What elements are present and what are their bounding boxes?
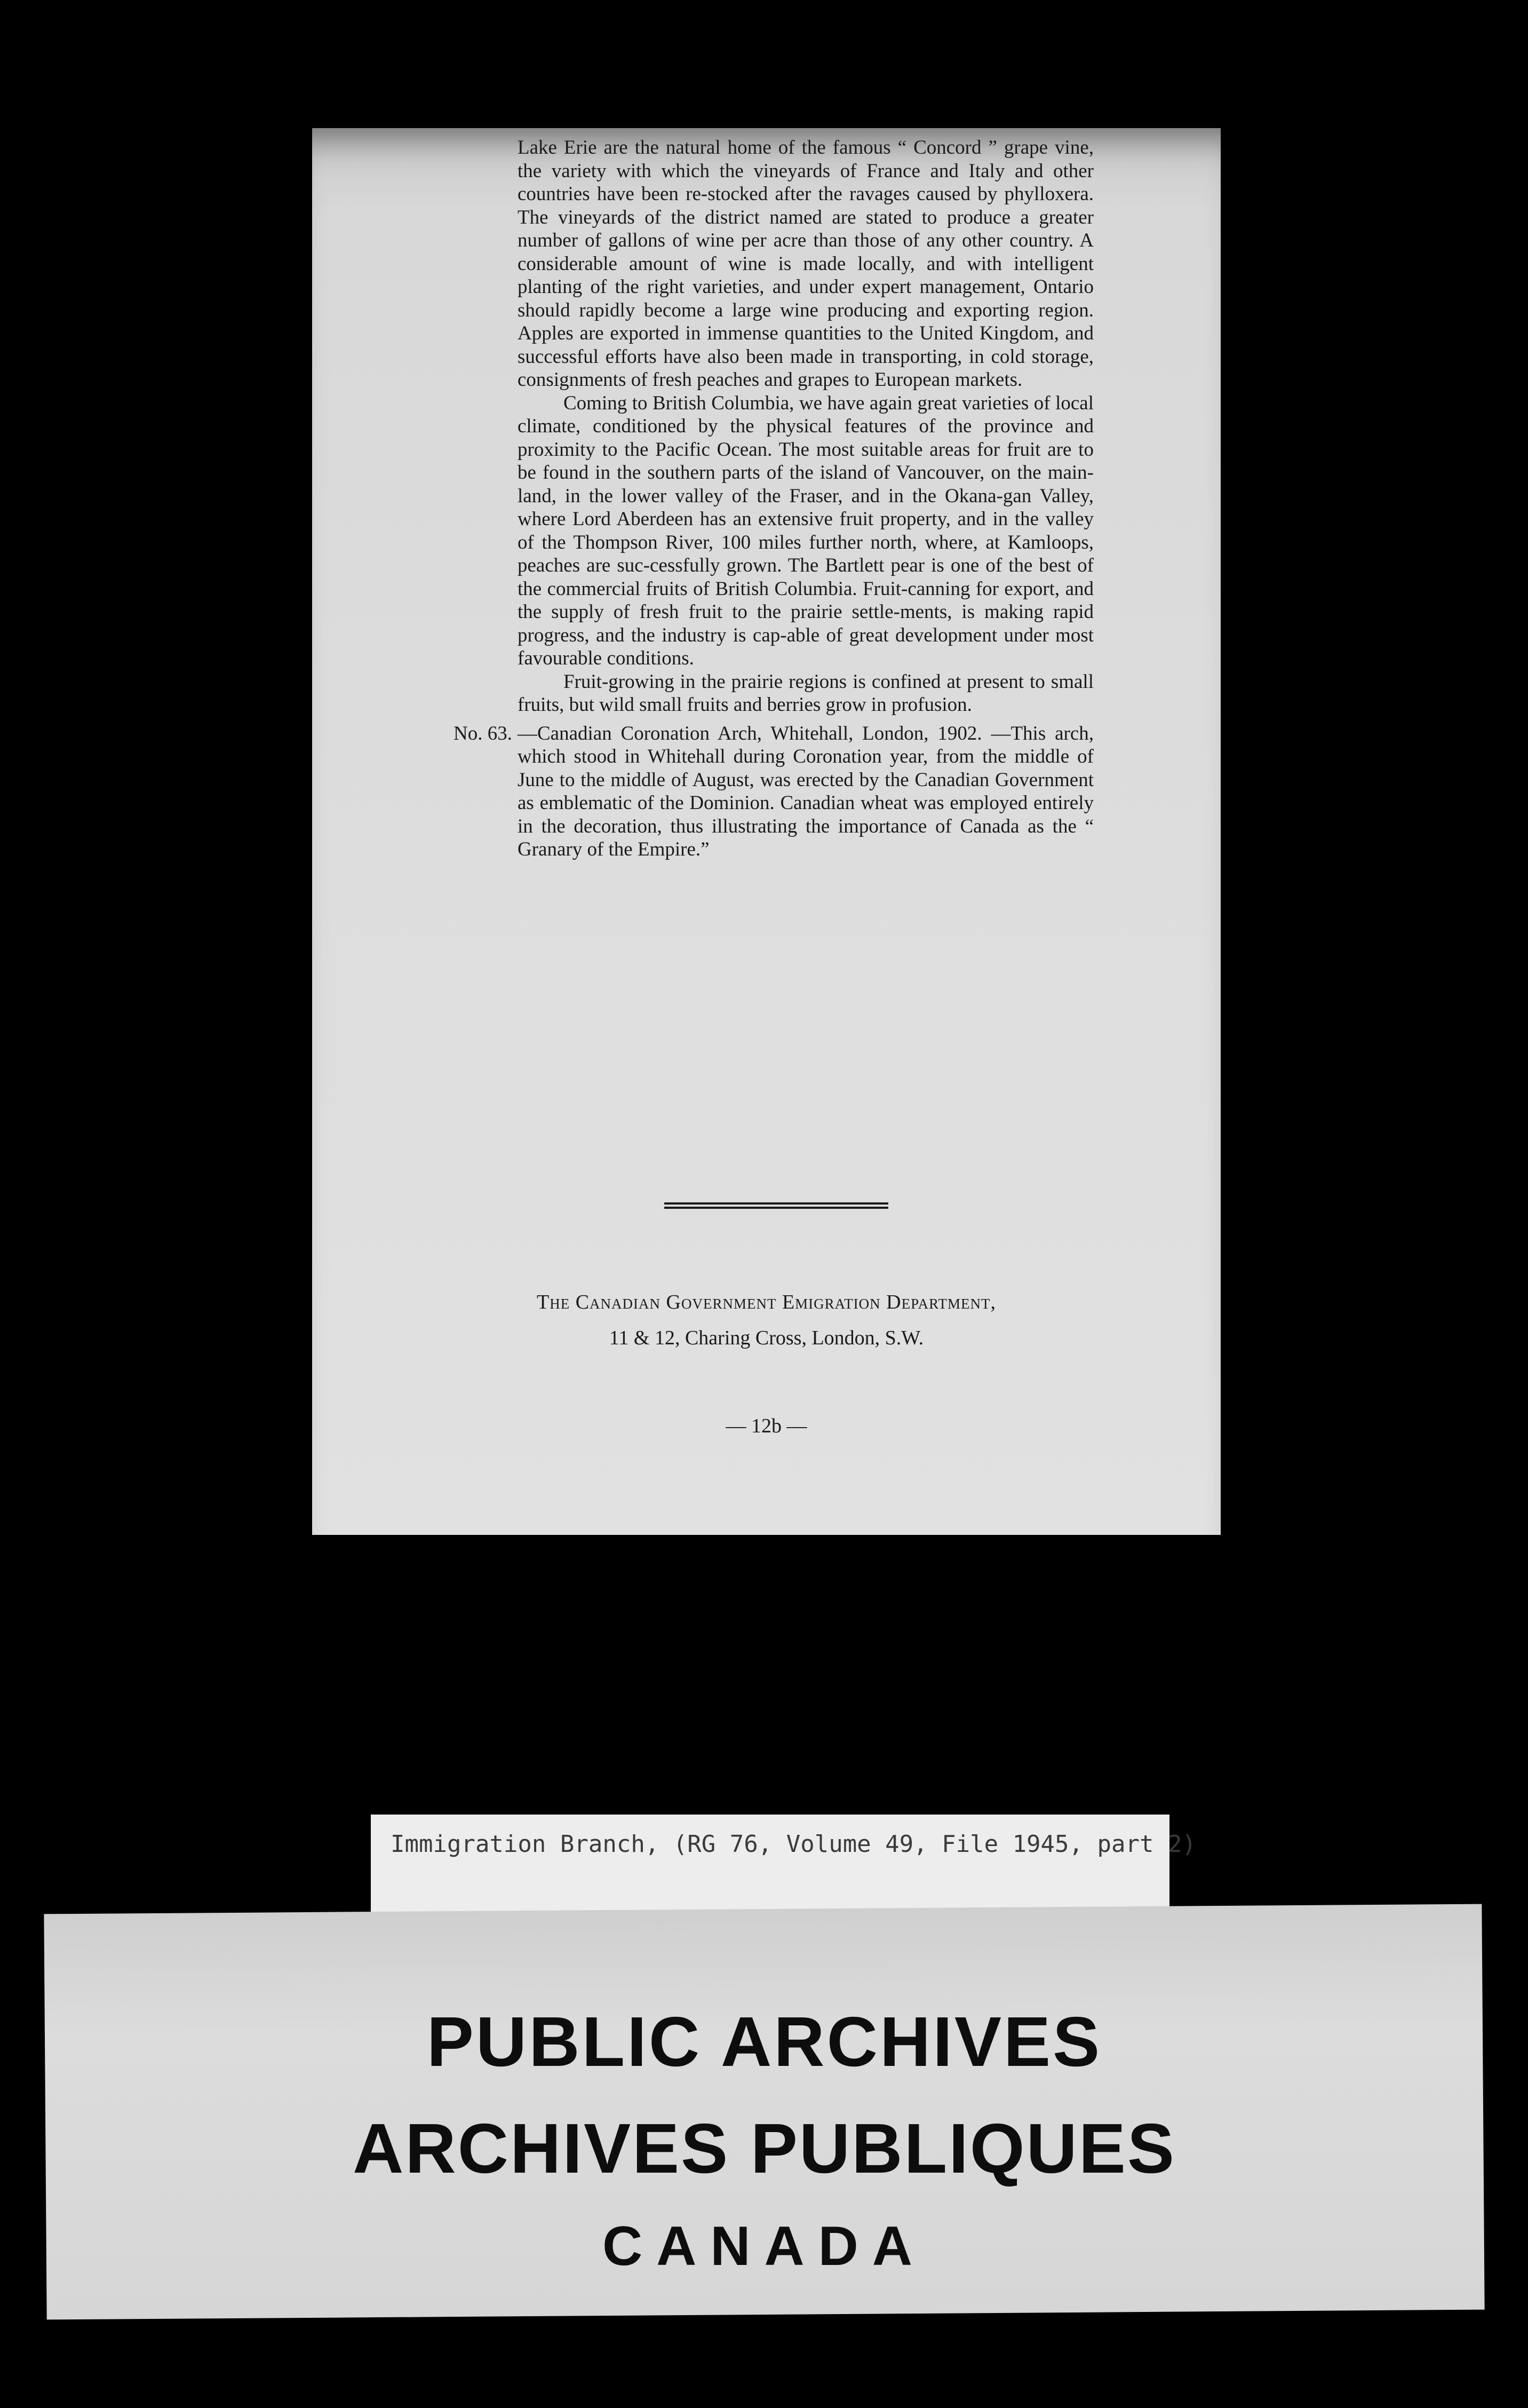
- stamp-public-archives: PUBLIC ARCHIVES: [426, 2002, 1102, 2081]
- entry-text: —Canadian Coronation Arch, Whitehall, London, 1902. —This arch, which stood in Whitehall during Coronation year, from the middle of June to the middle of August, was erected by the Canadian Government as emblematic of the Dominion. Canadian wheat was employed entirely in the decoration, thus illustrating the importance of Canada as the “ Granary of the Empire.”: [518, 722, 1094, 860]
- entry-number: No. 63.: [453, 722, 512, 744]
- department-name: The Canadian Government Emigration Department,: [536, 1291, 996, 1313]
- department-address: 11 & 12, Charing Cross, London, S.W.: [609, 1327, 924, 1349]
- stamp-archives-publiques: ARCHIVES PUBLIQUES: [353, 2109, 1176, 2188]
- paragraph-ontario-fruit: Lake Erie are the natural home of the famous “ Concord ” grape vine, the variety with which the vineyards of France and Italy and other countries have been re-stocked after the ravages caused by phylloxera. The vineyards of the district named are stated to produce a greater number of gallons of wine per acre than those of any other country. A considerable amount of wine is made locally, and with intelligent planting of the right varieties, and under expert management, Ontario should rapidly become a large wine producing and exporting region. Apples are exported in immense quantities to the United Kingdom, and successful efforts have also been made in transporting, in cold storage, consignments of fresh peaches and grapes to European markets.: [518, 137, 1094, 391]
- archive-reference-text: Immigration Branch, (RG 76, Volume 49, File 1945, part 2): [391, 1831, 1196, 1858]
- paragraph-british-columbia: Coming to British Columbia, we have again great varieties of local climate, conditioned by the physical features of the province and proximity to the Pacific Ocean. The most suitable areas for fruit are to be found in the southern parts of the island of Vancouver, on the main-land, in the lower valley of the Fraser, and in the Okana-gan Valley, where Lord Aberdeen has an extensive fruit property, and in the valley of the Thompson River, 100 miles further north, where, at Kamloops, peaches are suc-cessfully grown. The Bartlett pear is one of the best of the commercial fruits of British Columbia. Fruit-canning for export, and the supply of fresh fruit to the prairie settle-ments, is making rapid progress, and the industry is cap-able of great development under most favourable conditions.: [518, 392, 1094, 669]
- document-body: [453, 136, 1094, 861]
- double-rule-divider: [664, 1202, 888, 1209]
- paragraph-prairie-fruit: Fruit-growing in the prairie regions is confined at present to small fruits, but wild small fruits and berries grow in profusion.: [518, 670, 1094, 716]
- page-number: — 12b —: [726, 1415, 807, 1437]
- stamp-canada: CANADA: [602, 2215, 926, 2277]
- entry-no-63: [453, 722, 1094, 861]
